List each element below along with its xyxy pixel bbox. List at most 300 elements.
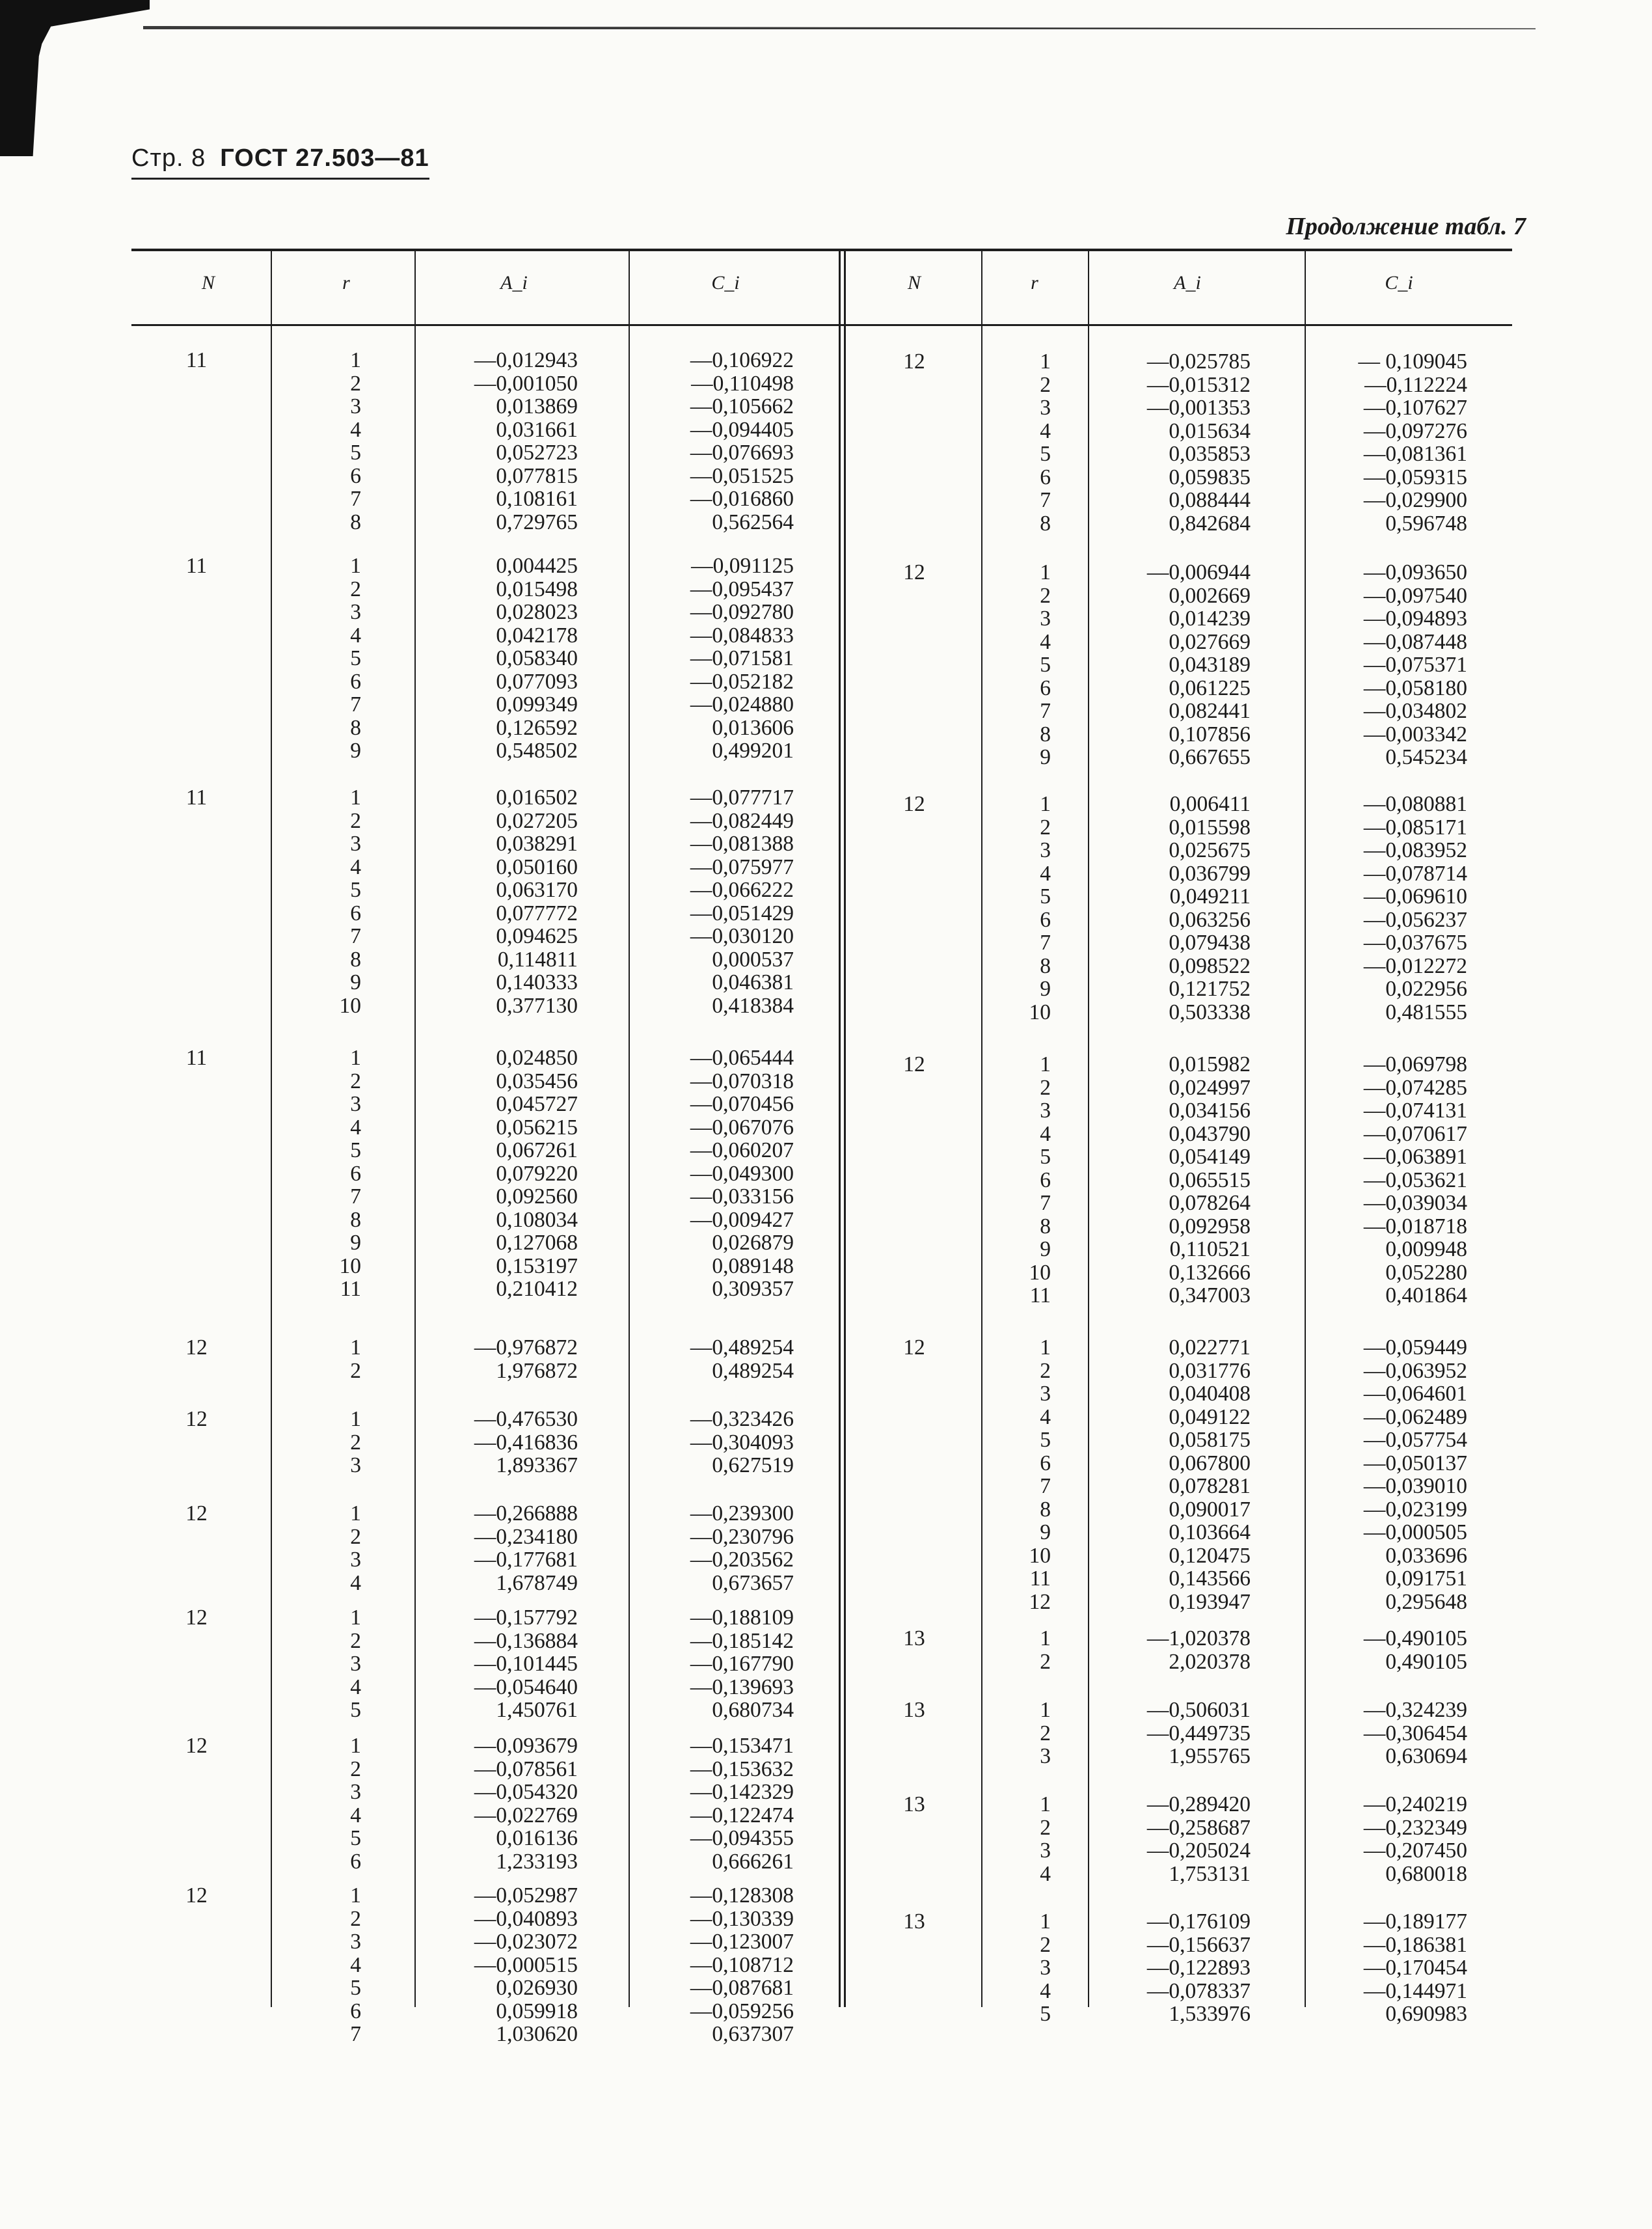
- r-column: [999, 1336, 1051, 1613]
- a-value: —0,012943: [474, 348, 578, 372]
- r-value: 4: [350, 623, 361, 648]
- r-value: 4: [350, 1570, 361, 1595]
- r-value: 9: [1040, 977, 1051, 1001]
- r-value: 2: [1040, 1358, 1051, 1383]
- column-header-n: N: [907, 272, 921, 294]
- r-value: 6: [350, 669, 361, 694]
- a-value: 0,014239: [1169, 607, 1251, 631]
- c-column: [651, 786, 794, 1017]
- c-value: —0,059315: [1363, 465, 1467, 489]
- r-column: [999, 561, 1051, 769]
- block-n-value: 12: [903, 349, 925, 374]
- c-value: 0,052280: [1385, 1260, 1467, 1285]
- r-value: 3: [350, 600, 361, 624]
- c-column: [651, 554, 794, 763]
- a-value: 0,035456: [496, 1069, 578, 1093]
- a-value: 0,193947: [1169, 1589, 1251, 1614]
- a-value: —0,001050: [474, 371, 578, 396]
- page-number: Стр. 8: [131, 144, 206, 172]
- scan-edge-artifact: [143, 26, 1536, 29]
- a-value: 0,667655: [1169, 745, 1251, 769]
- r-value: 10: [339, 1253, 361, 1278]
- c-value: —0,167790: [690, 1652, 794, 1676]
- r-value: 3: [350, 1092, 361, 1116]
- r-value: 1: [1040, 560, 1051, 584]
- r-value: 2: [1040, 1932, 1051, 1957]
- column-divider: [1088, 250, 1089, 2007]
- a-value: 0,108161: [496, 487, 578, 511]
- c-value: —0,110498: [691, 371, 794, 396]
- c-value: 0,000537: [712, 947, 794, 972]
- a-value: —1,020378: [1146, 1626, 1251, 1650]
- c-value: —0,056237: [1363, 907, 1467, 932]
- r-value: 4: [350, 1803, 361, 1827]
- r-value: 2: [350, 1430, 361, 1455]
- r-value: 1: [1040, 349, 1051, 374]
- r-value: 3: [1040, 1839, 1051, 1863]
- c-value: —0,078714: [1363, 861, 1467, 886]
- c-value: —0,203562: [690, 1548, 794, 1572]
- c-value: 0,562564: [712, 510, 794, 534]
- a-value: 0,067261: [496, 1138, 578, 1162]
- r-value: 3: [1040, 1099, 1051, 1123]
- r-value: 7: [1040, 931, 1051, 955]
- r-value: 7: [1040, 1191, 1051, 1215]
- r-column: [309, 349, 361, 534]
- r-column: [999, 1910, 1051, 2026]
- r-value: 2: [350, 1069, 361, 1093]
- a-value: 0,065515: [1169, 1168, 1251, 1192]
- a-value: 0,347003: [1169, 1283, 1251, 1307]
- r-value: 9: [350, 1231, 361, 1255]
- r-value: 4: [350, 1952, 361, 1977]
- a-value: 0,503338: [1169, 1000, 1251, 1024]
- a-value: —0,506031: [1146, 1698, 1251, 1722]
- c-value: —0,076693: [690, 441, 794, 465]
- r-column: [309, 1046, 361, 1301]
- r-value: 5: [350, 1698, 361, 1722]
- column-header-r: r: [342, 272, 350, 294]
- r-value: 3: [350, 394, 361, 418]
- block-n-value: 13: [903, 1792, 925, 1816]
- a-column: [435, 786, 578, 1017]
- c-value: —0,122474: [690, 1803, 794, 1827]
- a-value: —0,177681: [474, 1548, 578, 1572]
- r-column: [309, 1408, 361, 1477]
- a-column: [1107, 793, 1251, 1024]
- c-value: —0,075977: [690, 855, 794, 879]
- c-value: —0,306454: [1363, 1721, 1467, 1745]
- c-value: —0,094355: [690, 1826, 794, 1850]
- a-value: 0,036799: [1169, 861, 1251, 886]
- c-value: —0,051429: [690, 901, 794, 925]
- block-n-value: 11: [185, 554, 208, 578]
- c-value: 0,545234: [1385, 745, 1467, 769]
- column-divider: [1305, 250, 1306, 2007]
- a-value: —0,054640: [474, 1675, 578, 1699]
- a-value: 0,002669: [1169, 583, 1251, 608]
- a-value: 0,059835: [1169, 465, 1251, 489]
- c-value: —0,075371: [1363, 653, 1467, 677]
- block-n-value: 12: [185, 1606, 208, 1630]
- r-value: 5: [1040, 884, 1051, 909]
- c-column: [651, 1408, 794, 1477]
- r-value: 3: [350, 1453, 361, 1477]
- a-value: 0,077093: [496, 669, 578, 694]
- r-value: 2: [350, 1358, 361, 1383]
- a-value: 1,976872: [496, 1358, 578, 1383]
- r-value: 5: [1040, 1428, 1051, 1452]
- r-value: 10: [1029, 1260, 1051, 1285]
- c-value: —0,239300: [690, 1501, 794, 1525]
- c-value: —0,094405: [690, 417, 794, 442]
- r-column: [309, 1734, 361, 1873]
- column-divider: [271, 250, 272, 2007]
- block-n-value: 13: [903, 1909, 925, 1934]
- c-value: 0,046381: [712, 970, 794, 994]
- a-value: 0,026930: [496, 1976, 578, 2000]
- a-value: 0,013869: [496, 394, 578, 418]
- c-value: —0,240219: [1363, 1792, 1467, 1816]
- r-value: 2: [350, 1906, 361, 1931]
- a-value: —0,006944: [1146, 560, 1251, 584]
- c-value: 0,673657: [712, 1570, 794, 1595]
- a-value: 0,027669: [1169, 629, 1251, 654]
- a-value: 0,078281: [1169, 1474, 1251, 1498]
- r-column: [999, 1699, 1051, 1768]
- a-value: —0,234180: [474, 1524, 578, 1549]
- a-value: 0,035853: [1169, 442, 1251, 466]
- r-value: 7: [350, 487, 361, 511]
- r-value: 5: [1040, 2002, 1051, 2026]
- a-value: 0,038291: [496, 832, 578, 856]
- a-value: 0,108034: [496, 1207, 578, 1232]
- block-n-value: 11: [185, 786, 208, 810]
- c-value: 0,033696: [1385, 1543, 1467, 1568]
- a-value: 2,020378: [1169, 1649, 1251, 1674]
- c-value: 0,666261: [712, 1849, 794, 1874]
- c-column: [651, 1046, 794, 1301]
- a-value: 0,015498: [496, 577, 578, 601]
- c-value: 0,630694: [1385, 1744, 1467, 1768]
- c-value: 0,091751: [1385, 1566, 1467, 1591]
- c-value: —0,123007: [690, 1930, 794, 1954]
- a-value: 0,120475: [1169, 1543, 1251, 1568]
- c-value: —0,058180: [1363, 676, 1467, 700]
- c-value: 0,009948: [1385, 1237, 1467, 1261]
- c-value: 0,690983: [1385, 2002, 1467, 2026]
- block-n-value: 12: [185, 1734, 208, 1758]
- c-value: 0,596748: [1385, 511, 1467, 536]
- c-column: [651, 1734, 794, 1873]
- c-value: —0,081388: [690, 832, 794, 856]
- a-value: 0,043189: [1169, 653, 1251, 677]
- c-column: [1324, 1793, 1467, 1885]
- r-value: 4: [1040, 1861, 1051, 1886]
- r-value: 6: [1040, 1168, 1051, 1192]
- c-value: —0,066222: [690, 878, 794, 902]
- a-value: 1,753131: [1169, 1861, 1251, 1886]
- c-value: —0,069610: [1363, 884, 1467, 909]
- r-value: 1: [1040, 1052, 1051, 1076]
- a-value: —0,476530: [474, 1407, 578, 1431]
- c-value: —0,087681: [690, 1976, 794, 2000]
- c-value: —0,324239: [1363, 1698, 1467, 1722]
- c-value: —0,230796: [690, 1524, 794, 1549]
- r-value: 5: [1040, 442, 1051, 466]
- a-value: 0,132666: [1169, 1260, 1251, 1285]
- a-value: —0,122893: [1146, 1956, 1251, 1980]
- r-value: 5: [1040, 1145, 1051, 1169]
- r-column: [309, 1502, 361, 1594]
- r-value: 5: [350, 1826, 361, 1850]
- r-column: [999, 793, 1051, 1024]
- r-value: 1: [1040, 1698, 1051, 1722]
- c-value: —0,082449: [690, 808, 794, 833]
- a-value: 0,024850: [496, 1046, 578, 1070]
- r-value: 7: [350, 1184, 361, 1209]
- a-value: 0,126592: [496, 715, 578, 740]
- running-head: [131, 144, 429, 180]
- c-value: —0,059256: [690, 1999, 794, 2023]
- block-n-value: 12: [903, 1335, 925, 1360]
- c-value: —0,207450: [1363, 1839, 1467, 1863]
- a-value: 0,027205: [496, 808, 578, 833]
- a-value: —0,156637: [1146, 1932, 1251, 1957]
- a-value: 1,678749: [496, 1570, 578, 1595]
- r-value: 6: [350, 1849, 361, 1874]
- r-value: 5: [350, 441, 361, 465]
- r-value: 5: [350, 878, 361, 902]
- c-value: —0,112224: [1364, 372, 1467, 397]
- a-value: —0,078337: [1146, 1978, 1251, 2003]
- r-value: 1: [1040, 1626, 1051, 1650]
- a-value: 0,114811: [497, 947, 578, 972]
- a-value: 0,090017: [1169, 1497, 1251, 1522]
- c-value: 0,490105: [1385, 1649, 1467, 1674]
- c-value: 0,481555: [1385, 1000, 1467, 1024]
- a-value: 0,079438: [1169, 931, 1251, 955]
- c-value: —0,304093: [690, 1430, 794, 1455]
- a-value: 1,030620: [496, 2022, 578, 2046]
- c-value: 0,627519: [712, 1453, 794, 1477]
- r-value: 7: [1040, 1474, 1051, 1498]
- c-value: —0,070318: [690, 1069, 794, 1093]
- a-value: 0,077815: [496, 463, 578, 488]
- a-value: 0,059918: [496, 1999, 578, 2023]
- c-column: [1324, 1699, 1467, 1768]
- a-value: 0,121752: [1169, 977, 1251, 1001]
- block-n-value: 11: [185, 1046, 208, 1070]
- a-value: 0,058175: [1169, 1428, 1251, 1452]
- r-value: 6: [350, 463, 361, 488]
- a-value: —0,266888: [474, 1501, 578, 1525]
- a-value: 0,092958: [1169, 1214, 1251, 1238]
- c-value: —0,130339: [690, 1906, 794, 1931]
- r-value: 11: [1029, 1566, 1051, 1591]
- a-value: 0,054149: [1169, 1145, 1251, 1169]
- c-column: [1324, 561, 1467, 769]
- a-value: 1,450761: [496, 1698, 578, 1722]
- a-value: —0,022769: [474, 1803, 578, 1827]
- c-value: —0,000505: [1363, 1520, 1467, 1544]
- a-value: 0,015598: [1169, 815, 1251, 840]
- c-value: —0,139693: [690, 1675, 794, 1699]
- r-value: 7: [350, 2022, 361, 2046]
- a-column: [435, 1884, 578, 2046]
- table-continuation-caption: Продолжение табл. 7: [1286, 213, 1526, 240]
- c-column: [1324, 1336, 1467, 1613]
- r-value: 8: [1040, 722, 1051, 746]
- c-value: —0,060207: [690, 1138, 794, 1162]
- c-value: 0,401864: [1385, 1283, 1467, 1307]
- r-value: 1: [350, 1046, 361, 1070]
- r-value: 4: [1040, 1978, 1051, 2003]
- c-value: —0,033156: [690, 1184, 794, 1209]
- r-value: 1: [350, 1501, 361, 1525]
- c-value: —0,029900: [1363, 488, 1467, 512]
- table-split-double-rule: [839, 250, 841, 2007]
- r-value: 9: [1040, 745, 1051, 769]
- c-value: —0,185142: [690, 1628, 794, 1653]
- c-value: —0,107627: [1363, 396, 1467, 420]
- a-value: 0,127068: [496, 1231, 578, 1255]
- c-value: —0,091125: [691, 554, 794, 578]
- c-value: —0,232349: [1363, 1815, 1467, 1840]
- r-value: 9: [1040, 1237, 1051, 1261]
- r-value: 8: [1040, 1497, 1051, 1522]
- a-value: 0,016136: [496, 1826, 578, 1850]
- a-value: —0,289420: [1146, 1792, 1251, 1816]
- table-split-double-rule: [844, 250, 846, 2007]
- r-value: 3: [350, 832, 361, 856]
- a-column: [435, 1606, 578, 1722]
- r-value: 1: [1040, 1909, 1051, 1934]
- r-value: 1: [350, 1606, 361, 1630]
- a-value: 0,107856: [1169, 722, 1251, 746]
- c-value: —0,012272: [1363, 953, 1467, 978]
- c-value: —0,095437: [690, 577, 794, 601]
- c-value: —0,128308: [690, 1883, 794, 1908]
- a-value: 0,377130: [496, 993, 578, 1018]
- block-n-value: 12: [903, 792, 925, 816]
- c-value: 0,013606: [712, 715, 794, 740]
- block-n-value: 12: [903, 560, 925, 584]
- r-value: 3: [350, 1780, 361, 1804]
- block-n-value: 12: [185, 1335, 208, 1360]
- r-value: 7: [350, 924, 361, 948]
- c-value: —0,105662: [690, 394, 794, 418]
- c-value: 0,499201: [712, 739, 794, 763]
- c-value: —0,034802: [1363, 699, 1467, 723]
- a-value: —0,976872: [474, 1335, 578, 1360]
- scan-corner-artifact: [0, 0, 150, 156]
- r-value: 4: [1040, 629, 1051, 654]
- c-value: —0,094893: [1363, 607, 1467, 631]
- a-value: —0,015312: [1146, 372, 1251, 397]
- a-value: 0,040408: [1169, 1382, 1251, 1406]
- r-value: 8: [1040, 511, 1051, 536]
- a-value: 0,092560: [496, 1184, 578, 1209]
- a-value: 0,099349: [496, 692, 578, 717]
- r-value: 2: [1040, 583, 1051, 608]
- c-value: —0,052182: [690, 669, 794, 694]
- a-value: 0,024997: [1169, 1075, 1251, 1100]
- a-value: 0,058340: [496, 646, 578, 670]
- r-column: [309, 1884, 361, 2046]
- c-value: —0,189177: [1363, 1909, 1467, 1934]
- block-n-value: 12: [185, 1883, 208, 1908]
- r-value: 3: [1040, 1744, 1051, 1768]
- c-value: —0,051525: [690, 463, 794, 488]
- c-value: —0,064601: [1363, 1382, 1467, 1406]
- a-value: —0,157792: [474, 1606, 578, 1630]
- c-value: —0,003342: [1363, 722, 1467, 746]
- r-value: 2: [350, 1524, 361, 1549]
- r-column: [309, 554, 361, 763]
- a-value: 1,893367: [496, 1453, 578, 1477]
- c-value: —0,037675: [1363, 931, 1467, 955]
- column-header-c: C_i: [711, 272, 740, 294]
- r-value: 4: [350, 1115, 361, 1140]
- a-column: [1107, 1793, 1251, 1885]
- c-value: —0,023199: [1363, 1497, 1467, 1522]
- r-value: 1: [350, 1335, 361, 1360]
- a-value: —0,449735: [1146, 1721, 1251, 1745]
- a-value: 0,110521: [1169, 1237, 1251, 1261]
- r-column: [309, 1606, 361, 1722]
- r-value: 5: [350, 1976, 361, 2000]
- c-column: [651, 1884, 794, 2046]
- r-value: 7: [1040, 699, 1051, 723]
- a-value: 0,103664: [1169, 1520, 1251, 1544]
- a-value: 0,061225: [1169, 676, 1251, 700]
- r-value: 10: [339, 993, 361, 1018]
- r-value: 9: [1040, 1520, 1051, 1544]
- c-column: [651, 1336, 794, 1382]
- a-value: 0,088444: [1169, 488, 1251, 512]
- a-value: 0,031661: [496, 417, 578, 442]
- c-value: 0,680018: [1385, 1861, 1467, 1886]
- a-value: 0,842684: [1169, 511, 1251, 536]
- r-value: 11: [1029, 1283, 1051, 1307]
- c-value: —0,093650: [1363, 560, 1467, 584]
- r-column: [309, 786, 361, 1017]
- c-value: —0,053621: [1363, 1168, 1467, 1192]
- r-value: 3: [1040, 838, 1051, 862]
- a-value: 0,548502: [496, 739, 578, 763]
- r-value: 8: [1040, 953, 1051, 978]
- r-value: 1: [1040, 1792, 1051, 1816]
- c-value: —0,489254: [690, 1335, 794, 1360]
- c-value: —0,039034: [1363, 1191, 1467, 1215]
- a-value: —0,054320: [474, 1780, 578, 1804]
- r-value: 10: [1029, 1543, 1051, 1568]
- a-value: 0,006411: [1169, 792, 1251, 816]
- c-value: —0,057754: [1363, 1428, 1467, 1452]
- r-value: 4: [1040, 1121, 1051, 1146]
- a-value: 0,077772: [496, 901, 578, 925]
- r-column: [999, 1627, 1051, 1673]
- column-header-a: A_i: [500, 272, 528, 294]
- r-value: 3: [350, 1548, 361, 1572]
- r-value: 10: [1029, 1000, 1051, 1024]
- r-value: 8: [350, 715, 361, 740]
- c-value: —0,039010: [1363, 1474, 1467, 1498]
- a-value: —0,040893: [474, 1906, 578, 1931]
- r-column: [999, 1793, 1051, 1885]
- c-value: —0,106922: [690, 348, 794, 372]
